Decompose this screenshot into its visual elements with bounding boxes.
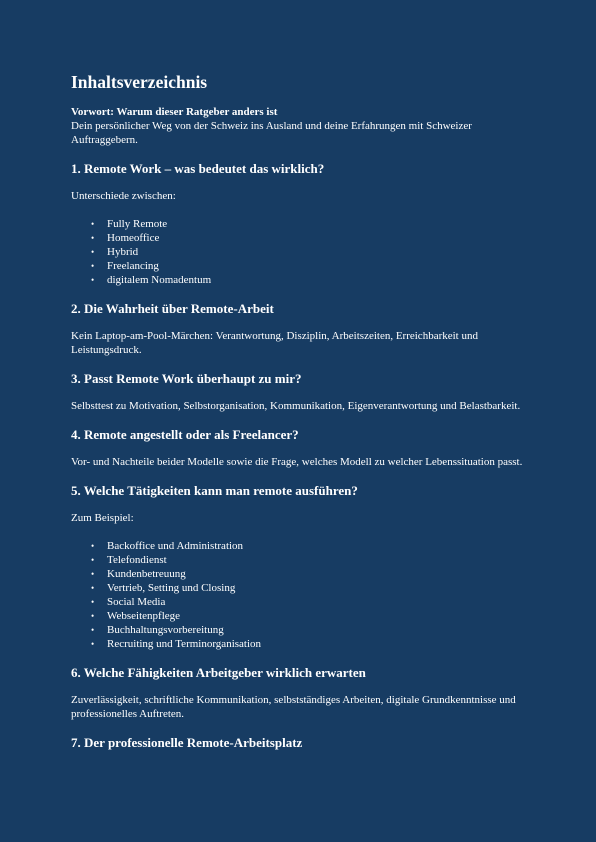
section-3: [71, 371, 536, 413]
list-item: • Kundenbetreuung: [91, 567, 536, 581]
section-heading: 7. Der professionelle Remote-Arbeitsplatz: [71, 735, 303, 750]
section-text: Kein Laptop-am-Pool-Märchen: Verantwortung, Disziplin, Arbeitszeiten, Erreichbarkeit und Leistungsdruck.: [71, 330, 478, 356]
section-heading: 5. Welche Tätigkeiten kann man remote ausführen?: [71, 483, 358, 498]
section-7: [71, 735, 536, 751]
list-item: • Hybrid: [91, 245, 536, 259]
section-text: Zuverlässigkeit, schriftliche Kommunikation, selbstständiges Arbeiten, digitale Grundkenntnisse und professionelles Auftreten.: [71, 694, 516, 720]
section-text: Zum Beispiel:: [71, 512, 134, 524]
list-item: • Fully Remote: [91, 217, 536, 231]
bullet-list: [71, 217, 536, 287]
section-5: [71, 483, 536, 651]
list-item: • digitalem Nomadentum: [91, 273, 536, 287]
list-item: • Telefondienst: [91, 553, 536, 567]
foreword-text: Dein persönlicher Weg von der Schweiz ins Ausland und deine Erfahrungen mit Schweizer Auftraggebern.: [71, 120, 472, 146]
list-item: • Homeoffice: [91, 231, 536, 245]
section-heading: 6. Welche Fähigkeiten Arbeitgeber wirklich erwarten: [71, 665, 366, 680]
section-2: [71, 301, 536, 357]
list-item: • Backoffice und Administration: [91, 539, 536, 553]
foreword-heading: Vorwort: Warum dieser Ratgeber anders ist: [71, 106, 278, 118]
section-heading: 2. Die Wahrheit über Remote-Arbeit: [71, 301, 274, 316]
section-heading: 3. Passt Remote Work überhaupt zu mir?: [71, 371, 302, 386]
bullet-list: [71, 539, 536, 651]
section-6: [71, 665, 536, 721]
section-text: Vor- und Nachteile beider Modelle sowie die Frage, welches Modell zu welcher Lebenssituation passt.: [71, 456, 523, 468]
section-heading: 1. Remote Work – was bedeutet das wirklich?: [71, 161, 325, 176]
list-item: • Vertrieb, Setting und Closing: [91, 581, 536, 595]
section-4: [71, 427, 536, 469]
section-1: [71, 161, 536, 287]
list-item: • Freelancing: [91, 259, 536, 273]
section-heading: 4. Remote angestellt oder als Freelancer?: [71, 427, 299, 442]
list-item: • Buchhaltungsvorbereitung: [91, 623, 536, 637]
foreword: [71, 105, 536, 147]
section-text: Selbsttest zu Motivation, Selbstorganisation, Kommunikation, Eigenverantwortung und Belastbarkeit.: [71, 400, 521, 412]
list-item: • Webseitenpflege: [91, 609, 536, 623]
list-item: • Recruiting und Terminorganisation: [91, 637, 536, 651]
section-text: Unterschiede zwischen:: [71, 190, 176, 202]
page-title: Inhaltsverzeichnis: [71, 72, 208, 92]
list-item: • Social Media: [91, 595, 536, 609]
